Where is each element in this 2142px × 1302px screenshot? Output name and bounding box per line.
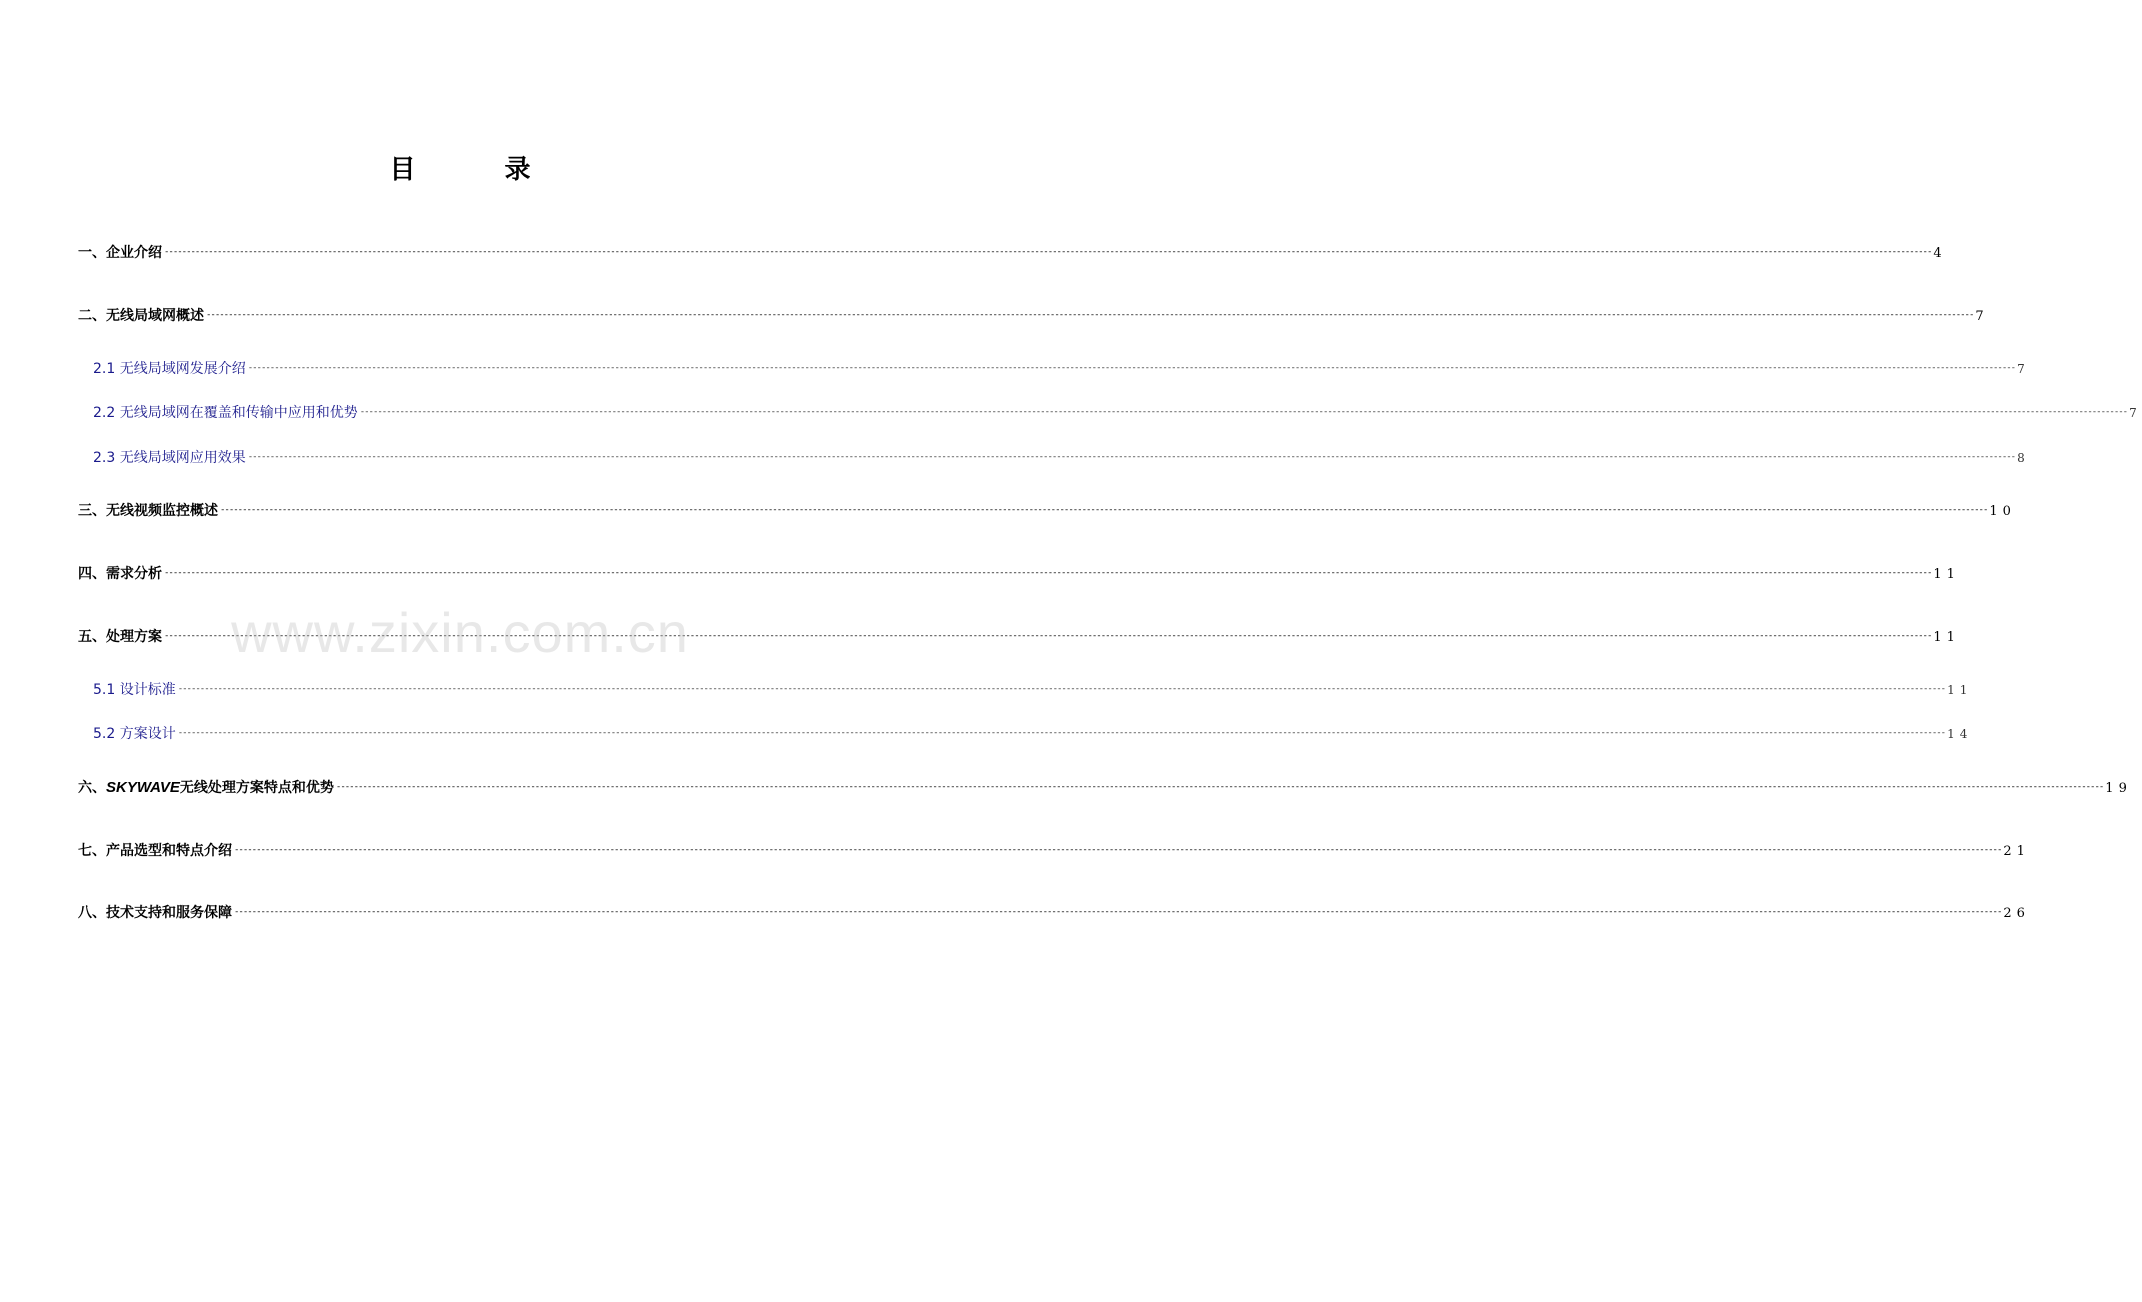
toc-page-number: 7 (2129, 406, 2142, 420)
toc-leader-dashes: ---------------------------------------------------------------------------------------------------------------------------------------------------------------------------------------------------------------------------------------------------------------------------------------------------------------------------------------------------------------------------------------------------------------- (164, 568, 1932, 578)
toc-page-number: 11 (1933, 630, 1960, 645)
toc-entry-1[interactable] (78, 243, 1947, 265)
toc-entry-8[interactable] (78, 903, 2030, 925)
toc-entry-label: 一、企业介绍 (78, 245, 162, 261)
toc-entry-2-1[interactable] (78, 359, 2030, 381)
toc-leader-dashes: ---------------------------------------------------------------------------------------------------------------------------------------------------------------------------------------------------------------------------------------------------------------------------------------------------------------------------------------------------------------------------------------------------------------- (247, 363, 2016, 373)
table-of-contents (78, 0, 2142, 1302)
toc-entry-label: 二、无线局域网概述 (78, 308, 204, 324)
toc-entry-6[interactable] (78, 778, 2132, 800)
toc-entry-4[interactable] (78, 564, 1960, 586)
toc-page-number: 19 (2105, 781, 2132, 796)
toc-entry-label: 三、无线视频监控概述 (78, 503, 218, 519)
toc-entry-2-3[interactable] (78, 448, 2030, 470)
toc-entry-7[interactable] (78, 841, 2030, 863)
toc-leader-dashes: ---------------------------------------------------------------------------------------------------------------------------------------------------------------------------------------------------------------------------------------------------------------------------------------------------------------------------------------------------------------------------------------------------------------- (247, 452, 2016, 462)
page-title: 目 录 (389, 155, 571, 185)
toc-entry-label: 五、处理方案 (78, 629, 162, 645)
toc-leader-dashes: ---------------------------------------------------------------------------------------------------------------------------------------------------------------------------------------------------------------------------------------------------------------------------------------------------------------------------------------------------------------------------------------------------------------- (335, 782, 2104, 792)
toc-page-number: 26 (2003, 906, 2030, 921)
toc-page-number: 14 (1947, 727, 1973, 741)
toc-entry-label: 七、产品选型和特点介绍 (78, 843, 232, 859)
toc-leader-dashes: ---------------------------------------------------------------------------------------------------------------------------------------------------------------------------------------------------------------------------------------------------------------------------------------------------------------------------------------------------------------------------------------------------------------- (164, 247, 1932, 257)
toc-entry-label: 2.3 无线局域网应用效果 (93, 450, 246, 466)
toc-page-number: 8 (2017, 451, 2030, 465)
toc-entry-label (78, 778, 334, 798)
watermark: www.zixin.com.cn (231, 601, 689, 664)
toc-leader-dashes: ---------------------------------------------------------------------------------------------------------------------------------------------------------------------------------------------------------------------------------------------------------------------------------------------------------------------------------------------------------------------------------------------------------------- (234, 845, 2002, 855)
toc-entry-label: 5.2 方案设计 (93, 726, 176, 742)
toc-entry-2[interactable] (78, 306, 1989, 328)
toc-entry-5-1[interactable] (78, 680, 1973, 702)
toc-leader-dashes: ---------------------------------------------------------------------------------------------------------------------------------------------------------------------------------------------------------------------------------------------------------------------------------------------------------------------------------------------------------------------------------------------------------------- (206, 310, 1974, 320)
toc-entry-label-suffix: 无线处理方案特点和优势 (179, 780, 334, 796)
toc-page-number: 11 (1947, 683, 1973, 697)
toc-entry-label: 5.1 设计标准 (93, 682, 176, 698)
toc-entry-5-2[interactable] (78, 724, 1973, 746)
toc-page-number: 7 (1975, 309, 1989, 324)
toc-page-number: 7 (2017, 362, 2030, 376)
toc-entry-5[interactable] (78, 627, 1960, 649)
toc-entry-3[interactable] (78, 501, 2016, 523)
toc-page-number: 4 (1933, 246, 1947, 261)
toc-leader-dashes: ---------------------------------------------------------------------------------------------------------------------------------------------------------------------------------------------------------------------------------------------------------------------------------------------------------------------------------------------------------------------------------------------------------------- (177, 684, 1946, 694)
toc-entry-2-2[interactable] (78, 403, 2142, 425)
toc-page-number: 10 (1989, 504, 2016, 519)
toc-leader-dashes: ---------------------------------------------------------------------------------------------------------------------------------------------------------------------------------------------------------------------------------------------------------------------------------------------------------------------------------------------------------------------------------------------------------------- (359, 407, 2128, 417)
toc-entry-label-prefix: 六、 (78, 780, 106, 796)
toc-page-number: 11 (1933, 567, 1960, 582)
brand-name-skywave: SKYWAVE (106, 779, 180, 796)
toc-entry-label: 2.1 无线局域网发展介绍 (93, 361, 246, 377)
toc-page-number: 21 (2003, 844, 2030, 859)
toc-entry-label: 2.2 无线局域网在覆盖和传输中应用和优势 (93, 405, 358, 421)
toc-leader-dashes: ---------------------------------------------------------------------------------------------------------------------------------------------------------------------------------------------------------------------------------------------------------------------------------------------------------------------------------------------------------------------------------------------------------------- (220, 505, 1988, 515)
toc-entry-label: 四、需求分析 (78, 566, 162, 582)
toc-leader-dashes: ---------------------------------------------------------------------------------------------------------------------------------------------------------------------------------------------------------------------------------------------------------------------------------------------------------------------------------------------------------------------------------------------------------------- (234, 907, 2002, 917)
toc-leader-dashes: ---------------------------------------------------------------------------------------------------------------------------------------------------------------------------------------------------------------------------------------------------------------------------------------------------------------------------------------------------------------------------------------------------------------- (164, 631, 1932, 641)
toc-leader-dashes: ---------------------------------------------------------------------------------------------------------------------------------------------------------------------------------------------------------------------------------------------------------------------------------------------------------------------------------------------------------------------------------------------------------------- (177, 728, 1946, 738)
toc-entry-label: 八、技术支持和服务保障 (78, 905, 232, 921)
